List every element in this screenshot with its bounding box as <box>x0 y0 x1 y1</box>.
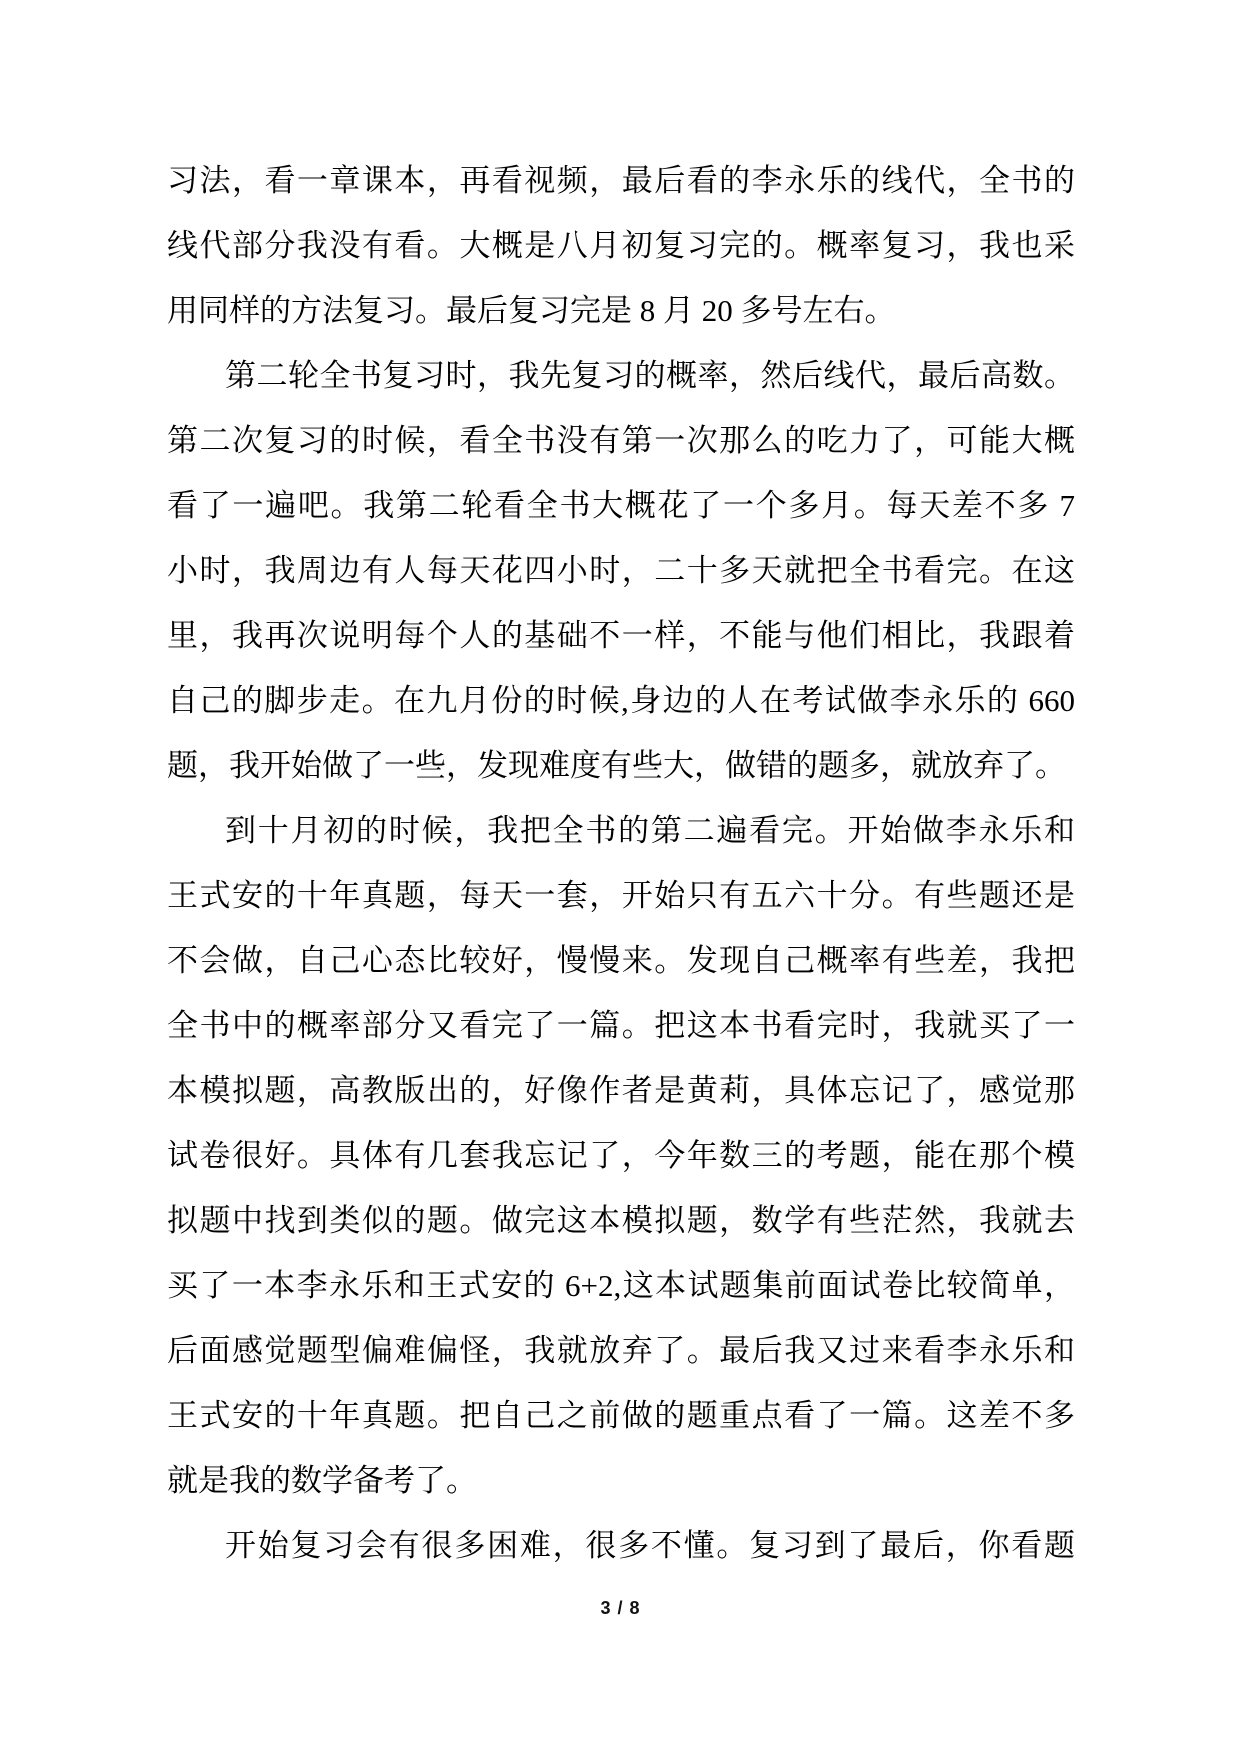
text-line: 王式安的十年真题。把自己之前做的题重点看了一篇。这差不多 <box>167 1398 1075 1433</box>
text-line: 本模拟题，高教版出的，好像作者是黄莉，具体忘记了，感觉那 <box>167 1073 1075 1108</box>
text-line: 自己的脚步走。在九月份的时候,身边的人在考试做李永乐的 660 <box>167 683 1075 718</box>
text-line: 不会做，自己心态比较好，慢慢来。发现自己概率有些差，我把 <box>167 943 1075 978</box>
paragraph <box>167 148 1075 343</box>
page-number: 3 / 8 <box>600 1598 641 1618</box>
text-line: 试卷很好。具体有几套我忘记了，今年数三的考题，能在那个模 <box>167 1138 1075 1173</box>
page-footer <box>0 1598 1241 1619</box>
document-body <box>167 148 1075 1578</box>
text-line: 后面感觉题型偏难偏怪，我就放弃了。最后我又过来看李永乐和 <box>167 1333 1075 1368</box>
paragraph <box>167 798 1075 1513</box>
text-line: 王式安的十年真题，每天一套，开始只有五六十分。有些题还是 <box>167 878 1075 913</box>
text-line: 就是我的数学备考了。 <box>167 1463 477 1498</box>
text-line: 买了一本李永乐和王式安的 6+2,这本试题集前面试卷比较简单， <box>167 1268 1075 1303</box>
text-line: 到十月初的时候，我把全书的第二遍看完。开始做李永乐和 <box>225 813 1075 848</box>
text-line: 看了一遍吧。我第二轮看全书大概花了一个多月。每天差不多 7 <box>167 488 1075 523</box>
text-line: 小时，我周边有人每天花四小时，二十多天就把全书看完。在这 <box>167 553 1075 588</box>
text-line: 里，我再次说明每个人的基础不一样，不能与他们相比，我跟着 <box>167 618 1075 653</box>
text-line: 习法，看一章课本，再看视频，最后看的李永乐的线代，全书的 <box>167 163 1075 198</box>
text-line: 题，我开始做了一些，发现难度有些大，做错的题多，就放弃了。 <box>167 748 1066 783</box>
text-line: 第二轮全书复习时，我先复习的概率，然后线代，最后高数。 <box>225 358 1075 393</box>
text-line: 拟题中找到类似的题。做完这本模拟题，数学有些茫然，我就去 <box>167 1203 1075 1238</box>
text-line: 开始复习会有很多困难，很多不懂。复习到了最后，你看题 <box>225 1528 1075 1563</box>
text-line: 线代部分我没有看。大概是八月初复习完的。概率复习，我也采 <box>167 228 1075 263</box>
text-line: 用同样的方法复习。最后复习完是 8 月 20 多号左右。 <box>167 293 896 328</box>
paragraph <box>167 1513 1075 1578</box>
text-line: 第二次复习的时候，看全书没有第一次那么的吃力了，可能大概 <box>167 423 1075 458</box>
paragraph <box>167 343 1075 798</box>
text-line: 全书中的概率部分又看完了一篇。把这本书看完时，我就买了一 <box>167 1008 1075 1043</box>
